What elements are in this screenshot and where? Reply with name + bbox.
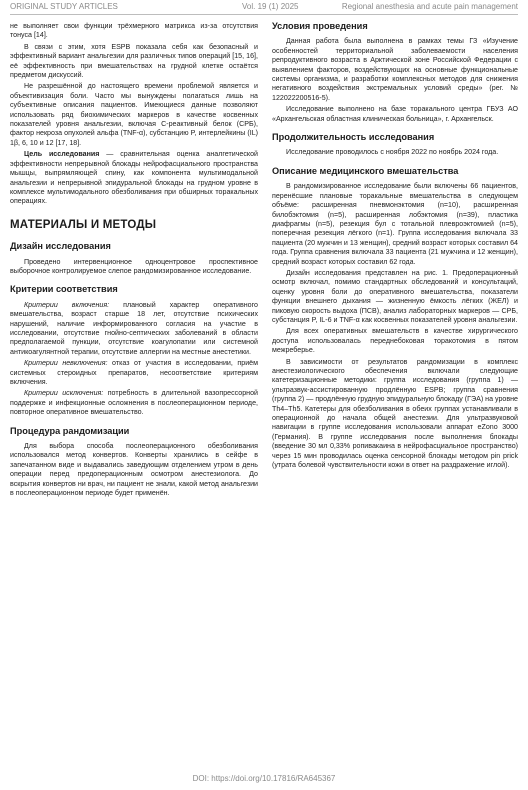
- paragraph: В зависимости от результатов рандомизации в комплекс анестезиологического обеспечения включали следующие катетеризационные методики: группа исследования (группа 1) — ультразвук-ассистированную продлённую ESPB; группа сравнения (группа 2) — продлённую грудную эпидуральную блокаду (ГЭА) на уровне Th4–Th5. Катетеры для обезболивания в обеих группах устанавливали в операционной до начала общей анестезии. Для ультразвуковой навигации в группе исследования использовали аппарат eZono 3000 (Германия). В группе исследования после выполнения блокады (введение 30 мл 0,33% ропивакаина в нейрофасциальное пространство) через 15 мин проводилась оценка сенсорной блокады методом pin prick (утрата болевой чувствительности кожи в ответ на раздражение иглой).: [272, 357, 518, 470]
- section-title: МАТЕРИАЛЫ И МЕТОДЫ: [10, 218, 157, 231]
- subsection-title: Условия проведения: [272, 21, 368, 31]
- paragraph: Не разрешённой до настоящего времени проблемой является и объективизация боли. Часто мы вынуждены полагаться лишь на субъективные описания пациентов. Имеющиеся данные позволяют использовать ряд биохимических маркеров в качестве косвенных показателей уровня анальгезии, включая C-реактивный белок (СРБ), фактор некроза опухолей альфа (TNF-α), субстанцию P, интерлейкины (IL) 1β, 6, 10 и 12 [17, 18].: [10, 82, 258, 147]
- subsection-title: Продолжительность исследования: [272, 132, 435, 143]
- paragraph: не выполняет свои функции трёхмерного матрикса из-за отсутствия тонуса [14].: [10, 22, 258, 40]
- doi-footer: DOI: https://doi.org/10.17816/RA645367: [192, 774, 336, 783]
- paragraph: Для выбора способа послеоперационного обезболивания использовался метод конвертов. Конверты хранились в сейфе в запечатанном виде и выдавались заведующим отделением утром в день операции перед предоперационным осмотром анестезиолога. До вскрытия конвертов ни врач, ни пациент не знали, какой метод анальгезии в послеоперационном периоде будет применён.: [10, 442, 258, 498]
- paragraph: Исследование проводилось с ноября 2022 по ноябрь 2024 года.: [286, 148, 499, 157]
- topic-label: Regional anesthesia and acute pain management: [341, 2, 518, 11]
- paragraph: Проведено интервенционное одноцентровое проспективное выборочное контролируемое слепое рандомизированное исследование.: [10, 257, 258, 275]
- right-column: [272, 22, 518, 472]
- aim-paragraph: [10, 150, 258, 206]
- page-header: [10, 0, 518, 15]
- inclusion-criteria: Критерии включения: плановый характер оперативного вмешательства, возраст старше 18 лет, отсутствие психических нарушений, наличие информированного согласия на участие в исследовании, отсутствие гнойно-септических заболеваний в области предполагаемой пункции, отсутствие коагулопатии или системной антикоагулянтной терапии, отсутствие аллергии на местные анестетики.: [10, 300, 258, 356]
- journal-section-label: ORIGINAL STUDY ARTICLES: [10, 2, 118, 11]
- paragraph: В рандомизированное исследование были включены 66 пациентов, перенёсшие плановые торакальные вмешательства в следующем объёме: расширенная пневмонэктомия (n=10), расширенная билобэктомия (n=5), расширенная лобэктомия (n=39), пластика диафрагмы (n=5), резекция бул с тотальной плевроэктомией (n=5), поперечная резекция лёгкого (n=1). Группа исследования включала 33 пациента (20 мужчин и 13 женщин), средний возраст которых составил 64 года. Группа сравнения включала 33 пациента (21 мужчина и 12 женщин), средний возраст которых составил 62 года.: [272, 182, 518, 266]
- paragraph: Для всех оперативных вмешательств в качестве хирургического доступа использовалась переднебоковая торакотомия в пятом межреберье.: [272, 327, 518, 355]
- subsection-title: Процедура рандомизации: [10, 425, 130, 436]
- left-column: [10, 22, 258, 500]
- exclusion-criteria: Критерии исключения: потребность в длительной вазопрессорной поддержке и инфекционные осложнения в послеоперационном периоде, повторное оперативное вмешательство.: [10, 389, 258, 417]
- subsection-title: Дизайн исследования: [10, 241, 111, 252]
- subsection-title: Описание медицинского вмешательства: [272, 165, 459, 176]
- paragraph: Дизайн исследования представлен на рис. 1. Предоперационный осмотр включал, помимо стандартных обследований и консультаций, оценку уровня боли до оперативного вмешательства, показатели функции внешнего дыхания — жизненную ёмкость лёгких (ЖЕЛ) и пиковую скорость выдоха (ПСВ), анализ лабораторных маркеров — СРБ, субстанция P, IL-6 и TNF-α как косвенных показателей уровня анальгезии.: [272, 268, 518, 324]
- non-inclusion-criteria: Критерии невключения: отказ от участия в исследовании, приём системных стероидных препаратов, несоответствие критериям включения.: [10, 359, 258, 386]
- volume-label: Vol. 19 (1) 2025: [242, 2, 299, 11]
- subsection-title: Критерии соответствия: [10, 284, 118, 295]
- paragraph: Данная работа была выполнена в рамках темы ГЗ «Изучение особенностей территориальной заболеваемости населения репродуктивного возраста в Арктической зоне Российской Федерации с выявлением факторов, воздействующих на основные функциональные системы организма, и разработки комплексных методов для снижения негативного воздействия экстремальных условий среды» (рег. № 122022200516-5).: [272, 37, 518, 102]
- paragraph: Исследование выполнено на базе торакального центра ГБУЗ АО «Архангельская областная клиническая больница», г. Архангельск.: [272, 105, 518, 123]
- aim-text: — сравнительная оценка аналгетической эффективности непрерывной блокады нейрофасциального пространства мышцы, выпрямляющей спину, как компонента мультимодальной анальгезии и непрерывной эпидуральной блокады на грудном уровне в комплексе мультимодального обезболивания при обширных торакальных операциях.: [10, 150, 258, 206]
- aim-label: Цель исследования: [24, 150, 100, 159]
- paragraph: В связи с этим, хотя ESPB показала себя как безопасный и эффективный вариант анальгезии для различных типов операций [15, 16], её эффективность при вмешательствах на грудной клетке остаётся предметом дискуссий.: [10, 42, 258, 80]
